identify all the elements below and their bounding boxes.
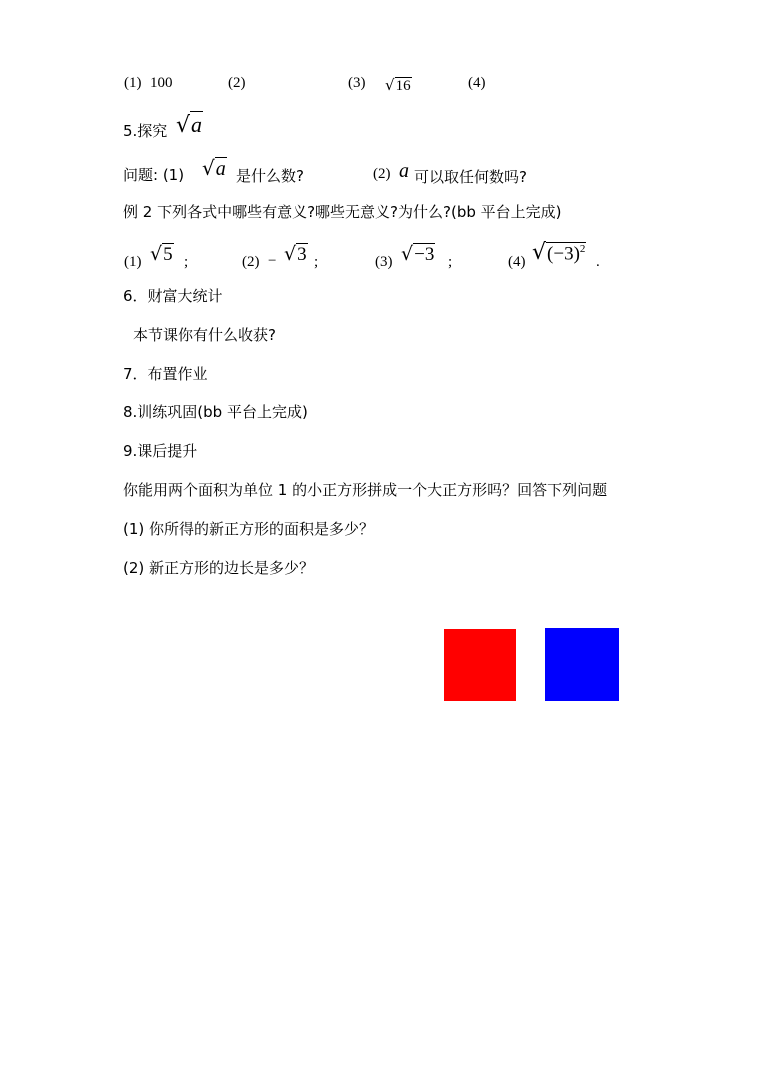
- question-var2: a: [399, 160, 409, 182]
- item1-value: 100: [150, 75, 173, 91]
- expr2-radicand: 3: [297, 244, 307, 265]
- section6-body: 本节课你有什么收获?: [133, 326, 276, 344]
- expr2-sqrt: √3: [284, 243, 307, 265]
- section9-question-1: (1) 你所得的新正方形的面积是多少？: [123, 520, 375, 538]
- question-label2: (2): [373, 166, 391, 182]
- expr1-separator: ;: [184, 254, 189, 270]
- question-line: [123, 165, 184, 185]
- sqrt-a-radicand: a: [191, 112, 203, 137]
- item4-label: (4): [468, 75, 486, 91]
- question-prefix: 问题: (1): [123, 166, 185, 184]
- expr1-label: (1): [124, 254, 142, 270]
- red-unit-square: [444, 629, 516, 701]
- blue-unit-square: [545, 628, 619, 701]
- expr4-sqrt: $√(-3)^2$: [532, 240, 586, 265]
- section5-title: 5.探究: [123, 122, 168, 140]
- question-sqrt-a: √a: [202, 156, 226, 180]
- sqrt-16: √16: [385, 76, 411, 94]
- expr4-radicand: (−3): [547, 243, 580, 264]
- question-text2: 可以取任何数吗?: [414, 168, 527, 186]
- expr1-radicand: 5: [163, 244, 173, 265]
- section5-heading: [123, 121, 167, 141]
- expr4-period: .: [596, 254, 600, 270]
- item1-label: (1): [124, 75, 142, 91]
- section9-body: 你能用两个面积为单位 1 的小正方形拼成一个大正方形吗？回答下列问题: [123, 481, 608, 499]
- item3-label: (3): [348, 75, 366, 91]
- expr4-label: (4): [508, 254, 526, 270]
- section7-title: 7．布置作业: [123, 365, 208, 383]
- expr3-radicand: −3: [414, 244, 435, 265]
- expr2-separator: ;: [314, 254, 319, 270]
- question-text1: 是什么数?: [236, 167, 304, 185]
- expr3-sqrt: √−3: [401, 243, 435, 265]
- item2-label: (2): [228, 75, 246, 91]
- expr1-sqrt: √5: [150, 243, 173, 265]
- sqrt-a: √a: [176, 112, 203, 138]
- section6-title: 6．财富大统计: [123, 287, 223, 305]
- section9-title: 9.课后提升: [123, 442, 198, 460]
- expr3-label: (3): [375, 254, 393, 270]
- section8-title: 8.训练巩固(bb 平台上完成): [123, 403, 308, 421]
- expr3-separator: ;: [448, 254, 453, 270]
- example2-text: 例 2 下列各式中哪些有意义?哪些无意义?为什么?(bb 平台上完成): [123, 203, 562, 221]
- question-var1: a: [215, 158, 226, 180]
- sqrt-16-radicand: 16: [395, 78, 411, 94]
- expr2-label: (2): [242, 254, 260, 270]
- expr2-minus: −: [268, 253, 277, 269]
- section9-question-2: (2) 新正方形的边长是多少？: [123, 559, 315, 577]
- expr4-exponent: 2: [579, 242, 586, 255]
